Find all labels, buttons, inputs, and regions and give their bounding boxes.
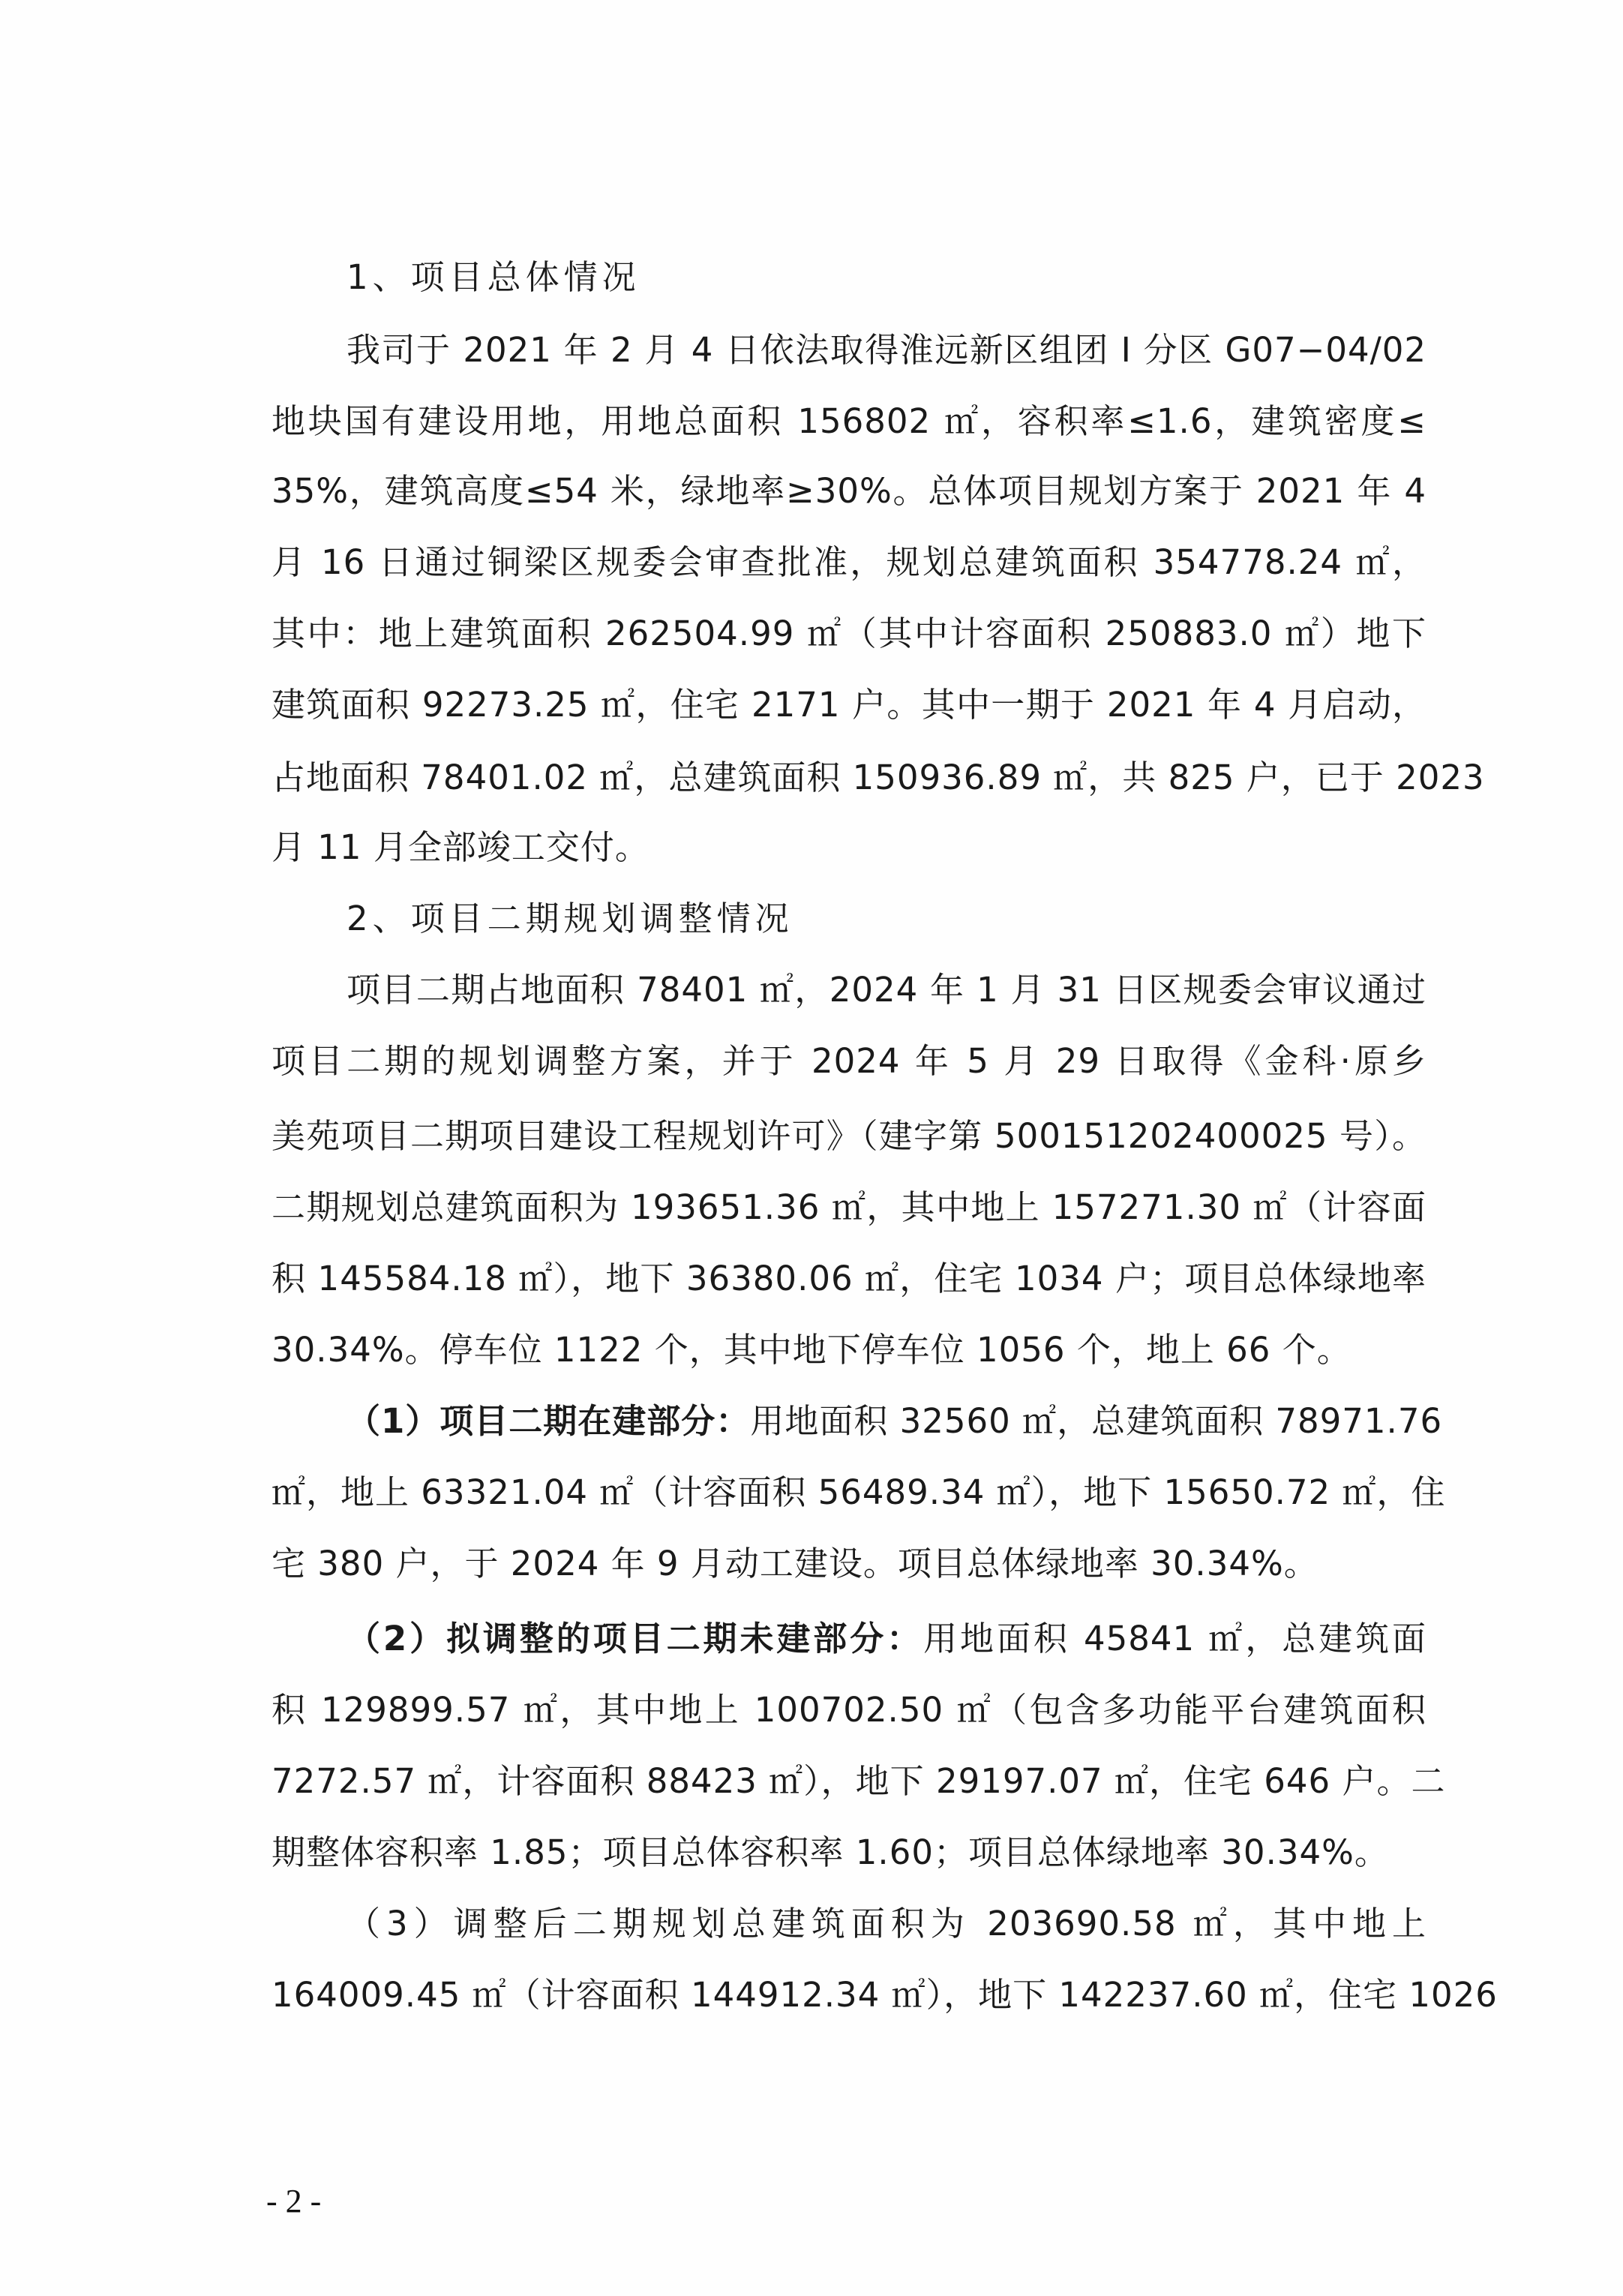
paragraph-line: 项目二期占地面积 78401 ㎡，2024 年 1 月 31 日区规委会审议通过 <box>346 970 1426 1010</box>
paragraph-line: 月 11 月全部竣工交付。 <box>272 827 650 867</box>
paragraph-line: 月 16 日通过铜梁区规委会审查批准，规划总建筑面积 354778.24 ㎡， <box>272 542 1426 582</box>
item-1-label: （1）项目二期在建部分： <box>346 1401 751 1441</box>
paragraph-line: 我司于 2021 年 2 月 4 日依法取得淮远新区组团 I 分区 G07−04/02 <box>346 330 1426 370</box>
item-2-label: （2）拟调整的项目二期未建部分： <box>346 1619 924 1658</box>
section-1-heading: 1、项目总体情况 <box>346 257 640 297</box>
paragraph-line: 30.34%。停车位 1122 个，其中地下停车位 1056 个，地上 66 个。 <box>272 1330 1352 1370</box>
paragraph-line: 宅 380 户，于 2024 年 9 月动工建设。项目总体绿地率 30.34%。 <box>272 1544 1318 1583</box>
paragraph-line: 项目二期的规划调整方案，并于 2024 年 5 月 29 日取得《金科·原乡 <box>272 1041 1426 1081</box>
paragraph-line: 占地面积 78401.02 ㎡，总建筑面积 150936.89 ㎡，共 825 户，已于 2023 <box>272 758 1485 797</box>
paragraph-line: 美苑项目二期项目建设工程规划许可》（建字第 500151202400025 号）。 <box>272 1116 1426 1156</box>
paragraph-line: 其中：地上建筑面积 262504.99 ㎡（其中计容面积 250883.0 ㎡）地下 <box>272 614 1426 653</box>
paragraph-line: 7272.57 ㎡，计容面积 88423 ㎡），地下 29197.07 ㎡，住宅 646 户。二 <box>272 1761 1446 1801</box>
paragraph-line: 积 129899.57 ㎡，其中地上 100702.50 ㎡（包含多功能平台建筑面积 <box>272 1690 1426 1730</box>
item-3-first-line: （3）调整后二期规划总建筑面积为 203690.58 ㎡，其中地上 <box>346 1904 1426 1943</box>
paragraph-line: 积 145584.18 ㎡），地下 36380.06 ㎡，住宅 1034 户；项目总体绿地率 <box>272 1259 1426 1298</box>
item-2-first-line <box>346 1603 1426 1675</box>
paragraph-line: 164009.45 ㎡（计容面积 144912.34 ㎡），地下 142237.60 ㎡，住宅 1026 <box>272 1975 1498 2015</box>
item-2-text: 用地面积 45841 ㎡，总建筑面 <box>923 1619 1427 1658</box>
paragraph-line: 期整体容积率 1.85；项目总体容积率 1.60；项目总体绿地率 30.34%。 <box>272 1832 1389 1872</box>
page-number: - 2 - <box>266 2183 322 2219</box>
item-1-text: 用地面积 32560 ㎡，总建筑面积 78971.76 <box>750 1401 1443 1441</box>
item-1-first-line <box>346 1385 1443 1457</box>
paragraph-line: 建筑面积 92273.25 ㎡，住宅 2171 户。其中一期于 2021 年 4 月启动， <box>272 685 1426 725</box>
section-2-heading: 2、项目二期规划调整情况 <box>346 899 794 938</box>
paragraph-line: 35%，建筑高度≤54 米，绿地率≥30%。总体项目规划方案于 2021 年 4 <box>272 471 1426 511</box>
paragraph-line: ㎡，地上 63321.04 ㎡（计容面积 56489.34 ㎡），地下 15650.72 ㎡，住 <box>272 1472 1446 1512</box>
paragraph-line: 二期规划总建筑面积为 193651.36 ㎡，其中地上 157271.30 ㎡（计容面 <box>272 1187 1426 1227</box>
paragraph-line: 地块国有建设用地，用地总面积 156802 ㎡，容积率≤1.6，建筑密度≤ <box>272 401 1426 441</box>
